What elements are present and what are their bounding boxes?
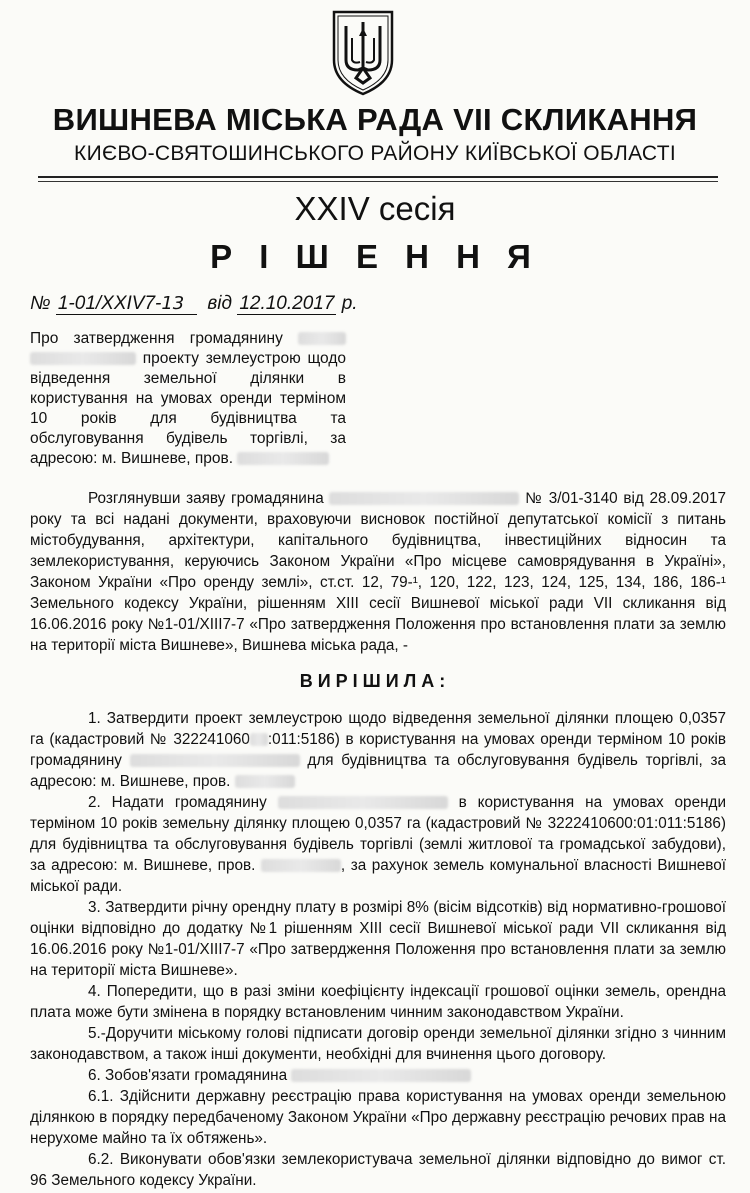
council-title: ВИШНЕВА МІСЬКА РАДА VII СКЛИКАННЯ — [52, 102, 698, 137]
redacted-name — [329, 492, 519, 505]
item-1-text-a: 1. Затвердити проект землеустрою щодо відведення земельної ділянки площею 0,0357 га (кадастровий № 322241060 — [30, 710, 726, 748]
redacted-name — [130, 754, 300, 767]
item-2-text-a: 2. Надати громадянину — [88, 794, 267, 811]
redacted-name — [278, 796, 448, 809]
handwritten-number: 13 — [161, 293, 185, 314]
item-5: 5.-Доручити міському голові підписати договір оренди земельної ділянки згідно з чинним законодавством, а також інші документи, необхідні для вчинення цього договору. — [30, 1025, 726, 1063]
item-6 — [30, 1065, 726, 1086]
session-title: XXIV сесія — [294, 190, 456, 227]
resolution-items — [30, 708, 726, 1191]
number-code-text: 1-01/XXIV7- — [57, 293, 162, 314]
subject-text-2: проекту землеустрою щодо відведення земельної ділянки в користування на умовах оренди терміном 10 років для будівництва та обслуговування будівель торгівлі, за адресою: м. Вишневе, пров. — [30, 350, 346, 467]
redacted-name — [30, 352, 136, 365]
date-suffix: р. — [341, 293, 358, 314]
redacted-name — [291, 1069, 471, 1082]
decision-date: 12.10.2017 — [239, 293, 335, 314]
decision-number — [30, 293, 358, 315]
item-2 — [30, 792, 726, 897]
council-subtitle: КИЄВО-СВЯТОШИНСЬКОГО РАЙОНУ КИЇВСЬКОЇ ОБЛАСТІ — [74, 142, 676, 165]
subject-text-1: Про затвердження громадянину — [30, 330, 283, 347]
number-prefix: № — [30, 293, 51, 314]
item-6-2: 6.2. Виконувати обов'язки землекористувача земельної ділянки відповідно до вимог ст. 96 Земельного кодексу України. — [30, 1151, 726, 1189]
preamble-text-2: № 3/01-3140 від 28.09.2017 року та всі надані документи, враховуючи висновок постійної депутатської комісії з питань містобудування, архітектури, капітального будівництва, інвестиційних відносин та землекористування, керуючись Законом України «Про місцеве самоврядування в Україні», Законом України «Про оренду землі», ст.ст. 12, 79-¹, 120, 122, 123, 124, 125, 134, 186, 186-¹ Земельного кодексу України, рішенням XIII сесії Вишневої міської ради VII скликання від 16.06.2016 року №1-01/XIII7-7 «Про затвердження Положення про встановлення плати за землю на території міста Вишневе», Вишнева міська рада, - — [30, 490, 727, 654]
redacted-address — [261, 859, 341, 872]
item-1-text-b: :011:5186) в користування на умовах оренди терміном 10 років громадянину — [30, 731, 726, 769]
item-6-1: 6.1. Здійснити державну реєстрацію права користування на умовах оренди земельною ділянкою в порядку передбаченому Законом України «Про державну реєстрацію речових прав на нерухоме майно та їх обтяжень». — [30, 1088, 726, 1147]
decision-title: Р І Ш Е Н Н Я — [210, 238, 540, 275]
resolved-heading: ВИРІШИЛА: — [299, 671, 451, 691]
decision-subject — [30, 329, 346, 469]
item-1-text-c: для будівництва та обслуговування будівель торгівлі, за адресою: м. Вишневе, пров. — [30, 752, 727, 790]
redacted-address — [237, 452, 329, 465]
item-1 — [30, 708, 726, 792]
trident-coat-of-arms-icon — [328, 8, 398, 96]
header-divider-thin — [38, 181, 718, 182]
redacted-name — [298, 332, 346, 345]
preamble — [30, 488, 726, 656]
preamble-text-1: Розглянувши заяву громадянина — [88, 490, 324, 507]
item-3: 3. Затвердити річну орендну плату в розмірі 8% (вісім відсотків) від нормативно-грошової оцінки відповідно до додатку №1 рішенням XIII сесії Вишневої міської ради VII скликання від 16.06.2016 року №1-01/XIII7-7 «Про затвердження Положення про встановлення плати за землю на території міста Вишневе». — [30, 899, 726, 979]
redacted-cadastral — [250, 733, 268, 746]
item-2-text-c: , за рахунок земель комунальної власності Вишневої міської ради. — [30, 857, 727, 895]
item-6-text: 6. Зобов'язати громадянина — [88, 1067, 288, 1084]
number-code — [56, 293, 197, 315]
redacted-address — [235, 775, 295, 788]
header-divider — [38, 176, 718, 178]
item-2-text-b: в користування на умовах оренди терміном 10 років земельну ділянку площею 0,0357 га (кадастровий № 3222410600:01:011:5186) для будівництва та обслуговування будівель торгівлі (землі житлової та громадської забудови), за адресою: м. Вишневе, пров. — [30, 794, 726, 874]
date-label: від — [207, 293, 233, 314]
item-4: 4. Попередити, що в разі зміни коефіцієнту індексації грошової оцінки земель, орендна плата може бути змінена в порядку встановленим чинним законодавством України. — [30, 983, 726, 1021]
